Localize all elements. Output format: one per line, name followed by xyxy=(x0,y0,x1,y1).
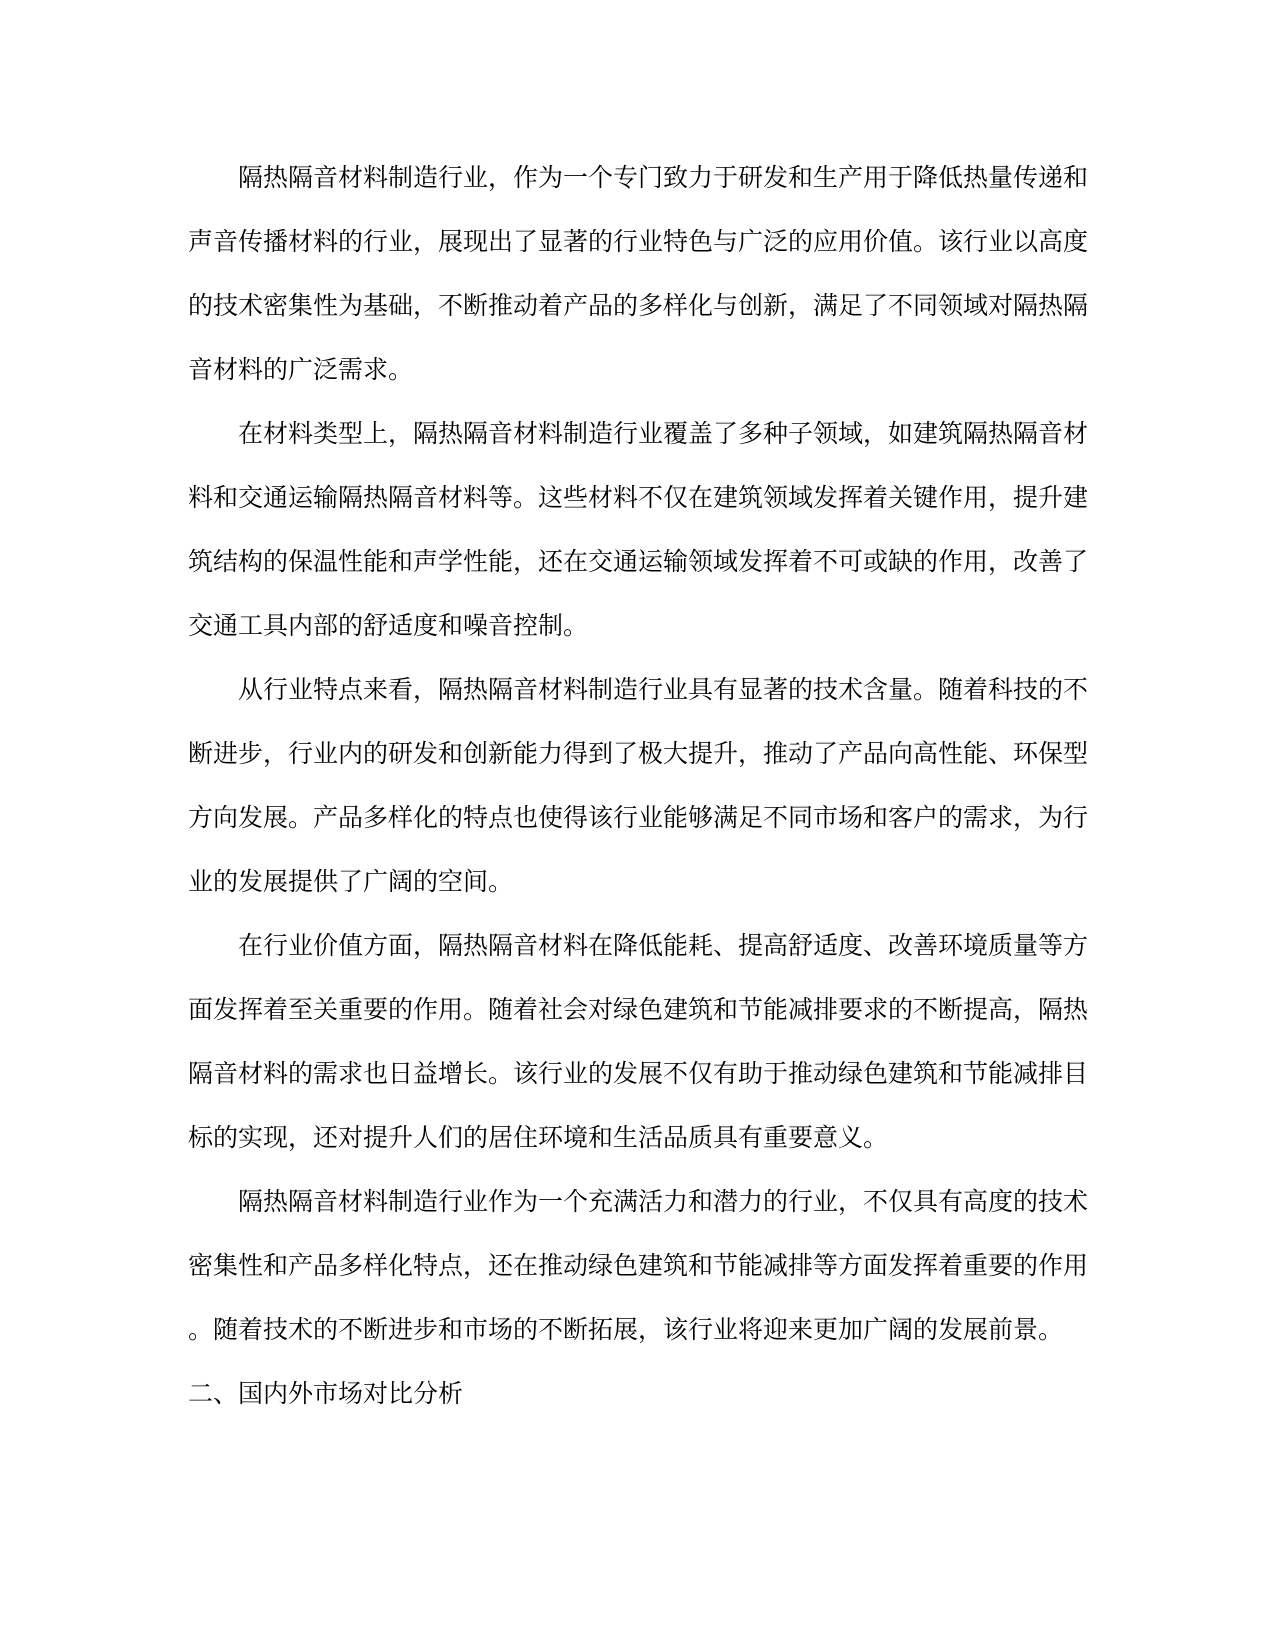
paragraph-3 xyxy=(188,658,1088,914)
paragraph-1-line-4: 音材料的广泛需求。 xyxy=(188,356,414,384)
paragraph-3-line-4: 业的发展提供了广阔的空间。 xyxy=(188,868,514,896)
paragraph-3-line-1: 从行业特点来看，隔热隔音材料制造行业具有显著的技术含量。随着科技的不 xyxy=(238,676,1089,704)
paragraph-2-line-3: 筑结构的保温性能和声学性能，还在交通运输领域发挥着不可或缺的作用，改善了 xyxy=(188,548,1089,576)
paragraph-3-line-2: 断进步，行业内的研发和创新能力得到了极大提升，推动了产品向高性能、环保型 xyxy=(188,740,1089,768)
paragraph-4-line-3: 隔音材料的需求也日益增长。该行业的发展不仅有助于推动绿色建筑和节能减排目 xyxy=(188,1060,1089,1088)
paragraph-2-line-4: 交通工具内部的舒适度和噪音控制。 xyxy=(188,612,589,640)
paragraph-5-line-3: 。随着技术的不断进步和市场的不断拓展，该行业将迎来更加广阔的发展前景。 xyxy=(188,1316,1064,1344)
paragraph-1-line-1: 隔热隔音材料制造行业，作为一个专门致力于研发和生产用于降低热量传递和 xyxy=(238,164,1089,192)
paragraph-4-line-1: 在行业价值方面，隔热隔音材料在降低能耗、提高舒适度、改善环境质量等方 xyxy=(238,932,1089,960)
section-heading-2-line-1: 二、国内外市场对比分析 xyxy=(188,1380,464,1408)
paragraph-1-line-3: 的技术密集性为基础，不断推动着产品的多样化与创新，满足了不同领域对隔热隔 xyxy=(188,292,1089,320)
paragraph-4-line-4: 标的实现，还对提升人们的居住环境和生活品质具有重要意义。 xyxy=(188,1124,889,1152)
paragraph-1 xyxy=(188,146,1088,402)
document-body xyxy=(188,146,1088,1426)
paragraph-2-line-2: 料和交通运输隔热隔音材料等。这些材料不仅在建筑领域发挥着关键作用，提升建 xyxy=(188,484,1089,512)
paragraph-4 xyxy=(188,914,1088,1170)
paragraph-5-line-1: 隔热隔音材料制造行业作为一个充满活力和潜力的行业，不仅具有高度的技术 xyxy=(238,1188,1089,1216)
paragraph-2-line-1: 在材料类型上，隔热隔音材料制造行业覆盖了多种子领域，如建筑隔热隔音材 xyxy=(238,420,1089,448)
paragraph-3-line-3: 方向发展。产品多样化的特点也使得该行业能够满足不同市场和客户的需求，为行 xyxy=(188,804,1089,832)
paragraph-4-line-2: 面发挥着至关重要的作用。随着社会对绿色建筑和节能减排要求的不断提高，隔热 xyxy=(188,996,1089,1024)
paragraph-1-line-2: 声音传播材料的行业，展现出了显著的行业特色与广泛的应用价值。该行业以高度 xyxy=(188,228,1089,256)
paragraph-5 xyxy=(188,1170,1088,1362)
section-heading-2 xyxy=(188,1362,1088,1426)
paragraph-2 xyxy=(188,402,1088,658)
paragraph-5-line-2: 密集性和产品多样化特点，还在推动绿色建筑和节能减排等方面发挥着重要的作用 xyxy=(188,1252,1089,1280)
